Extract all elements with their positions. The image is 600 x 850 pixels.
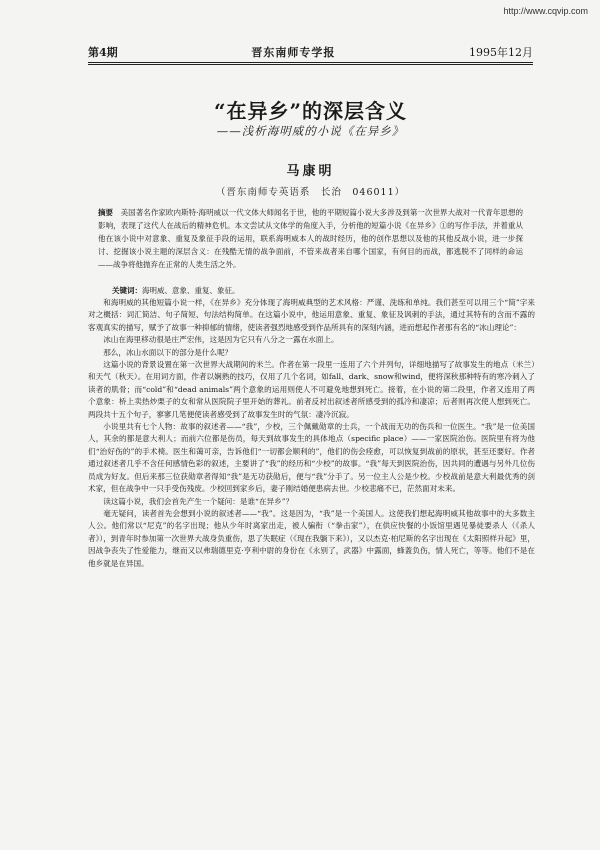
keywords-text: 海明威、意象、重复、象征。	[142, 286, 240, 295]
body-paragraph: 毫无疑问，读者首先会想到小说的叙述者——“我”。这是因为，“我”是一个美国人。这使我们想起海明威其他故事中的大多数主人公。他们常以“尼克”的名字出现；他从少年时离家出走，被人骗衔（“拳击家”），在供应快餐的小饭馆里遇见暴徒要杀人（《杀人者》），到青年时参加第一次世界大战身负重伤，思了失眠症（《现在我躺下来》），又以杰克·柏尼斯的名字出现在《太阳照样升起》里，因战争丧失了性爱能力，继而又以弗瑞德里克·亨利中尉的身份在《永别了，武器》中露面，蜂蓋负伤，情人死亡，等等。他们不是在他乡就是在异国。	[88, 508, 535, 568]
author-affiliation: （晋东南师专英语系 长治 046011）	[215, 187, 406, 198]
keywords-label: 关键词	[112, 286, 135, 295]
body-paragraph: 这篇小说的背景设置在第一次世界大战期间的米兰。作者在第一段里一连用了六个并列句，详细地描写了故事发生的地点（米兰）和天气（秋天）。在用词方面，作者以娴熟的技巧，仅用了几个名词，如fall、dark、snow和wind，便将深秋那种特有的寒冷刺入了读者的肌骨；而“cold”和“dead animals”两个意象的运用则使人不可避免地想到死亡。接着，在小说的第二段里，作者又连用了两个意象：桥上卖热炒栗子的女和常从医院院子里开始的葬礼。前者反衬出叙述者所感受到的孤冷和凄凉；后者则再次使人想到死亡。两段共十五个句子，寥寥几笔便使读者感受到了故事发生时的气氛：凄冷沉寂。	[88, 360, 535, 419]
body-paragraph: 和海明威的其他短篇小说一样，《在异乡》充分体现了海明威典型的艺术风格：严谨、洗练和单纯。我们甚至可以用三个“简”字来对之概括：词汇简洁、句子简短、句法结构简单。在这篇小说中，他运用意象、重复、象征及讽刺的手法，通过其特有的含而不露的客观真实的描写，赋予了故事一种抑郁的情绪，使读者强烈地感受到作品所具有的深刻内涵，进而想起作者那有名的“冰山理论”：	[88, 298, 535, 332]
header-rule-thin	[88, 64, 533, 65]
keywords: 关键词：海明威、意象、重复、象征。	[112, 286, 240, 295]
abstract	[98, 206, 523, 271]
body-paragraph: 小说里共有七个人物：故事的叙述者——“我”，少校，三个佩戴勋章的士兵，一个战而无功的伤兵和一位医生。“我”是一位美国人，其余的都是意大利人；而前六位都是伤员，每天到故事发生的具体地点（specific place）——一家医院治伤。医院里有将为他们“治好伤的”的手术椅。医生和蔼可亲，告诉他们“一切都会顺利的”，他们的伤会痊愈，可以恢复到战前的原状，甚至还要好。作者通过叙述者几乎不含任何感情色彩的叙述，主要讲了“我”的经历和“少校”的故事。“我”每天到医院治伤，因共同的遭遇与另外几位伤员成为好友。但后来那三位获勋章者得知“我”是无功获勋后，便与“我”分手了。另一位主人公是少校。少校战前是意大利最优秀的剑术家，但在战争中一只手受伤残废。少校回到家乡后，妻子刚结婚便患病去世。少校悲痛不已，茫然面对未来。	[88, 422, 535, 494]
header-rule	[88, 62, 533, 63]
body-paragraph: 那么，冰山水面以下的部分是什么呢？	[103, 347, 233, 357]
body-paragraph: 冰山在海里移动很是庄严宏伟，这是因为它只有八分之一露在水面上。	[103, 335, 339, 345]
body-paragraph: 读这篇小说，我们会首先产生一个疑问：是谁“在异乡”？	[103, 496, 294, 506]
issue-number: 第4期	[88, 46, 118, 59]
article-subtitle: ——浅析海明威的小说《在异乡》	[216, 124, 405, 138]
running-head	[88, 44, 533, 60]
abstract-text: 美国著名作家欧内斯特·海明威以一代文体大师闻名于世，他的平期短篇小说大多涉及到第一次世界大战对一代青年思想的影响，表现了这代人在战后的精神危机。本文尝试从文体学的角度入手，分析他的短篇小说《在异乡》①的写作手法，并着重从他在该小说中对意象、重复及象征手段的运用，联系海明威本人的战时经历，他的创作思想以及他的其他反战小说，进一步探讨、挖掘该小说主题的深层含义：在残酷无情的战争面前，不管来战者来自哪个国家，有何目的而战，都逃脱不了同样的命运——战争将他抛弃在正常的人类生活之外。	[98, 208, 523, 269]
article-body	[88, 297, 535, 570]
article-title: “在异乡”的深层含义	[213, 99, 407, 123]
author-name: 马康明	[286, 164, 335, 179]
watermark-url: http://www.cqvip.com	[503, 6, 588, 16]
journal-name: 晋东南师专学报	[251, 46, 336, 59]
issue-date: 1995年12月	[469, 46, 533, 59]
abstract-label: 摘要	[98, 208, 114, 217]
